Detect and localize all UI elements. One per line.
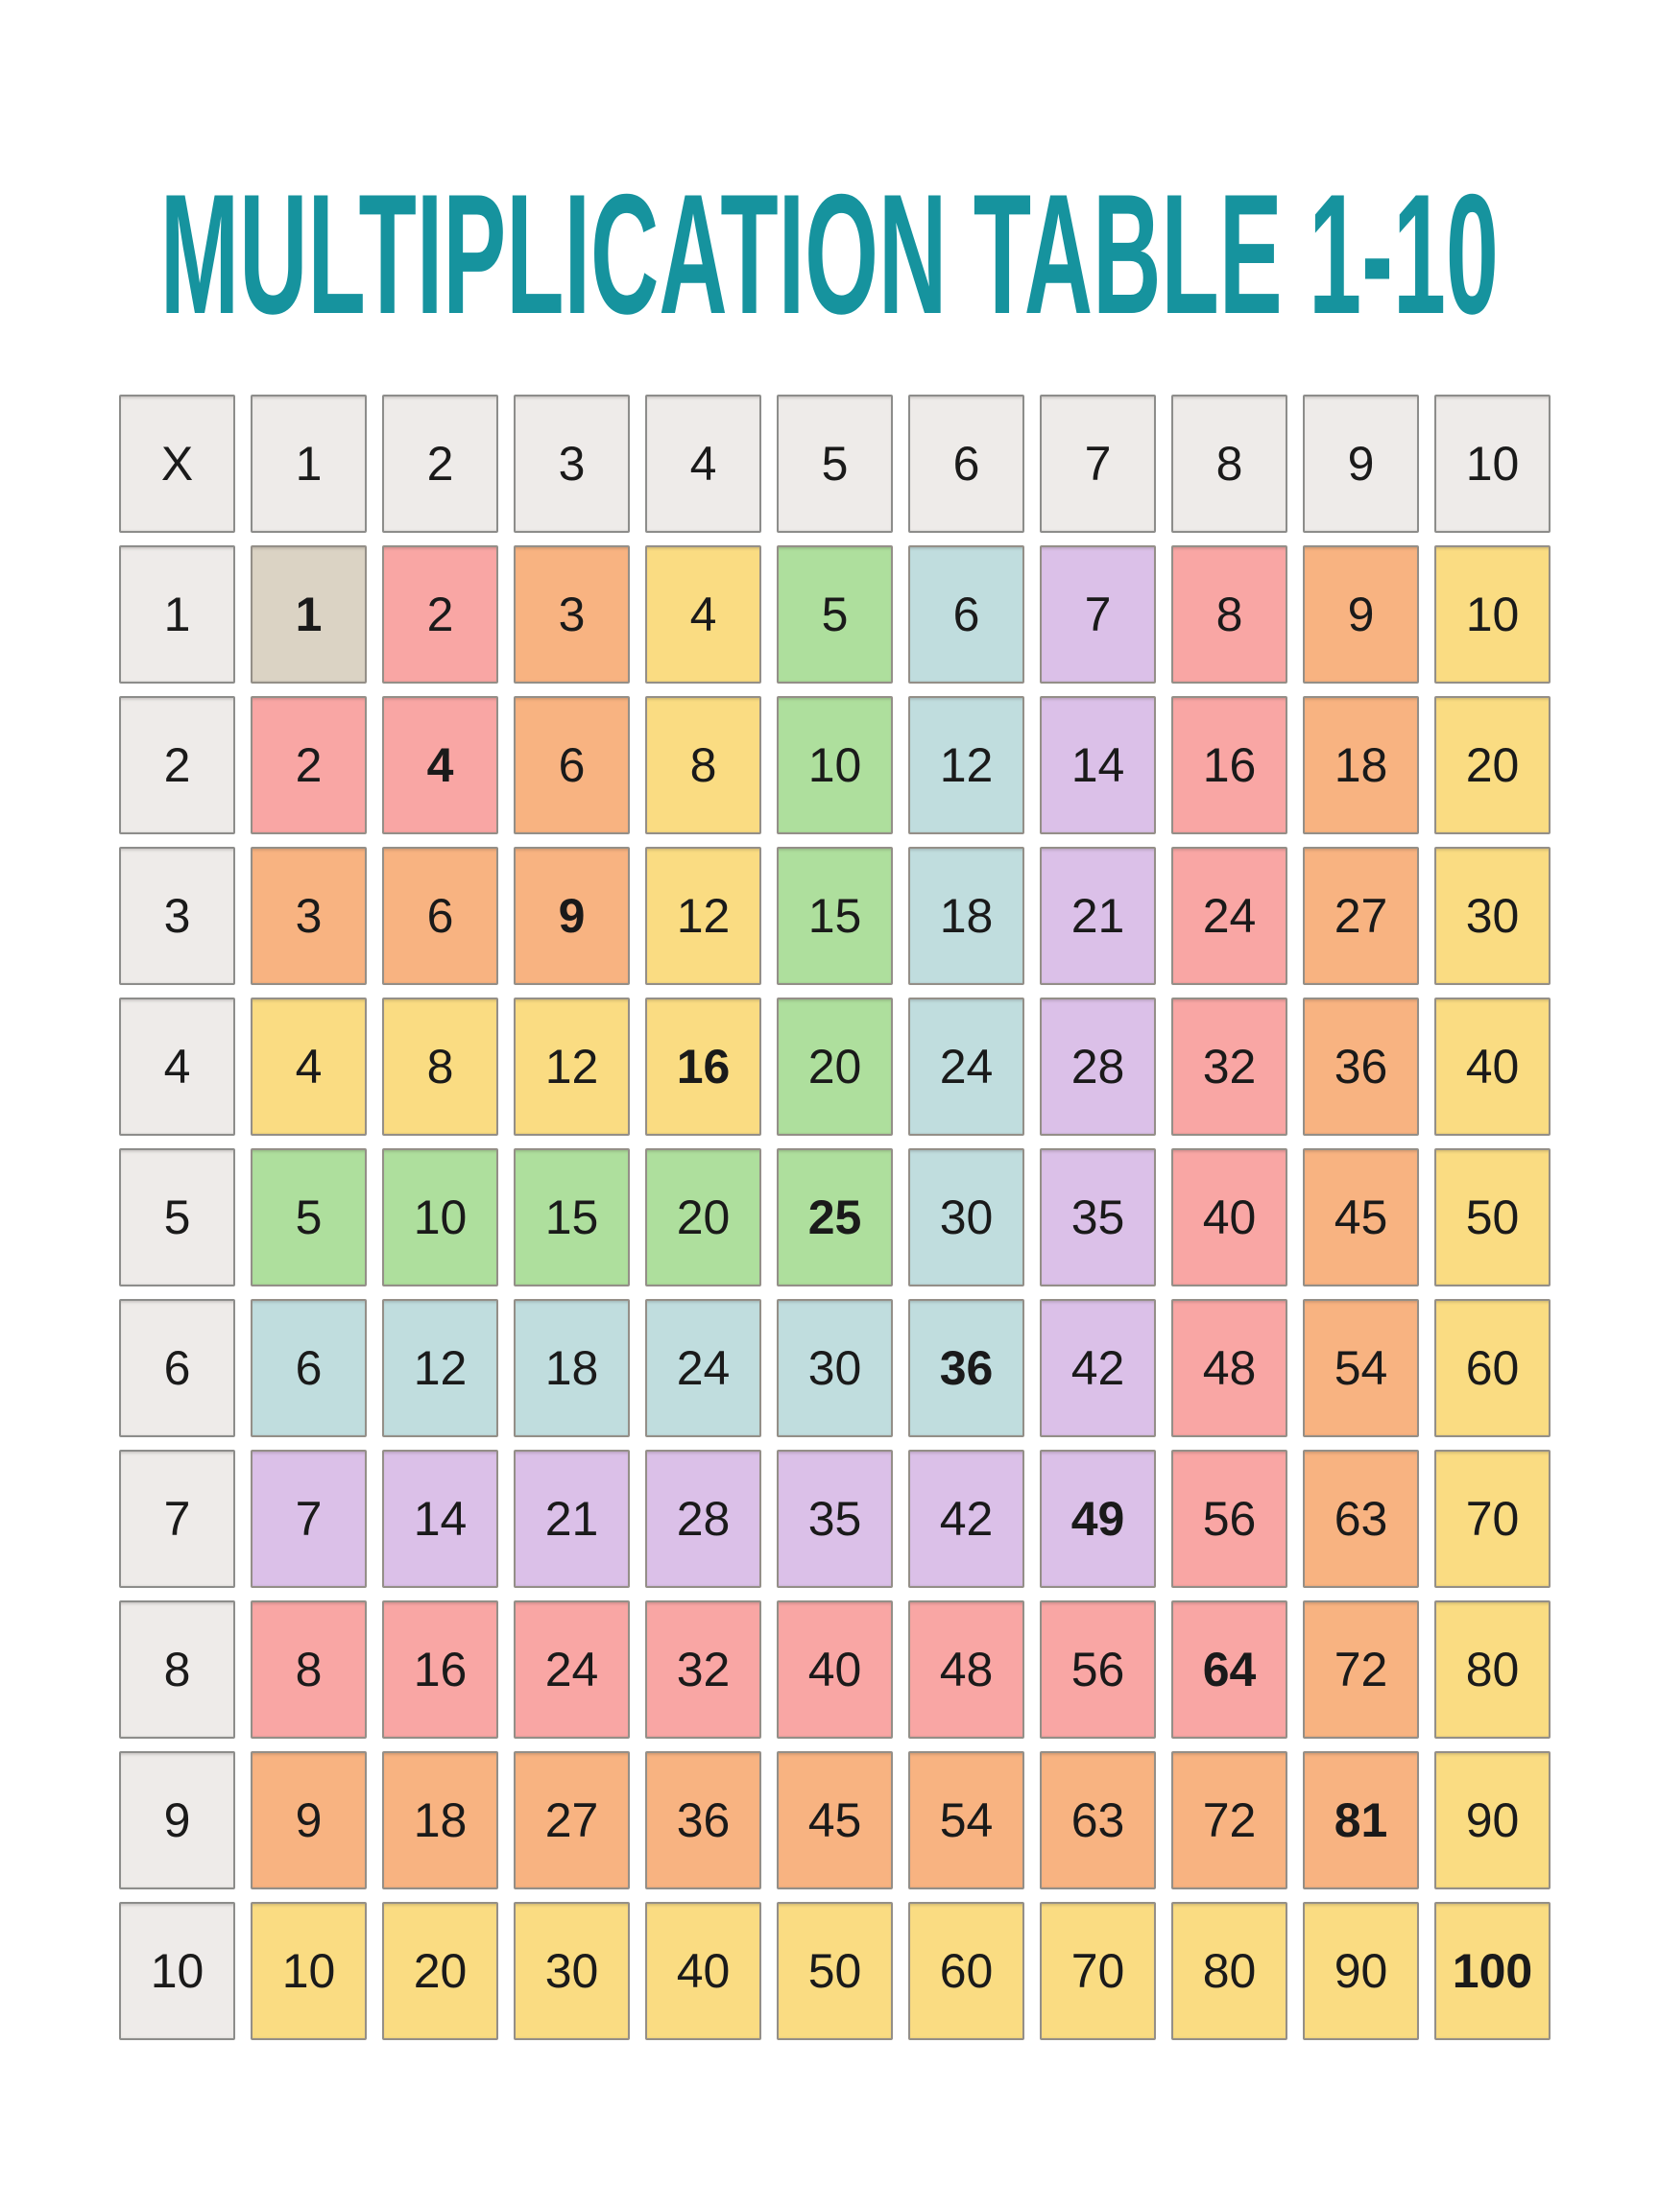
product-cell: 1	[251, 545, 367, 684]
product-cell: 6	[908, 545, 1024, 684]
product-cell: 42	[908, 1450, 1024, 1588]
product-cell: 18	[1303, 696, 1419, 834]
product-cell: 9	[514, 847, 630, 985]
product-cell: 12	[514, 998, 630, 1136]
product-cell: 10	[1434, 545, 1551, 684]
product-cell: 9	[1303, 545, 1419, 684]
product-cell: 4	[251, 998, 367, 1136]
product-cell: 28	[645, 1450, 761, 1588]
product-cell: 8	[1171, 545, 1287, 684]
row-header-cell: 7	[119, 1450, 235, 1588]
column-header-cell: 6	[908, 395, 1024, 533]
row-header-cell: 1	[119, 545, 235, 684]
product-cell: 45	[1303, 1148, 1419, 1286]
product-cell: 10	[777, 696, 893, 834]
product-cell: 56	[1171, 1450, 1287, 1588]
product-cell: 20	[777, 998, 893, 1136]
product-cell: 80	[1434, 1600, 1551, 1739]
product-cell: 8	[382, 998, 498, 1136]
product-cell: 20	[1434, 696, 1551, 834]
product-cell: 24	[645, 1299, 761, 1437]
product-cell: 81	[1303, 1751, 1419, 1889]
product-cell: 21	[1040, 847, 1156, 985]
product-cell: 10	[382, 1148, 498, 1286]
product-cell: 56	[1040, 1600, 1156, 1739]
product-cell: 35	[1040, 1148, 1156, 1286]
product-cell: 49	[1040, 1450, 1156, 1588]
product-cell: 15	[514, 1148, 630, 1286]
product-cell: 3	[251, 847, 367, 985]
column-header-cell: 4	[645, 395, 761, 533]
product-cell: 72	[1171, 1751, 1287, 1889]
multiplication-table	[119, 395, 1551, 2040]
product-cell: 30	[514, 1902, 630, 2040]
column-header-cell: 7	[1040, 395, 1156, 533]
product-cell: 72	[1303, 1600, 1419, 1739]
product-cell: 63	[1303, 1450, 1419, 1588]
product-cell: 54	[908, 1751, 1024, 1889]
product-cell: 32	[645, 1600, 761, 1739]
product-cell: 35	[777, 1450, 893, 1588]
product-cell: 40	[1171, 1148, 1287, 1286]
product-cell: 50	[1434, 1148, 1551, 1286]
product-cell: 5	[251, 1148, 367, 1286]
product-cell: 2	[251, 696, 367, 834]
product-cell: 28	[1040, 998, 1156, 1136]
row-header-cell: 4	[119, 998, 235, 1136]
product-cell: 12	[645, 847, 761, 985]
product-cell: 14	[382, 1450, 498, 1588]
product-cell: 21	[514, 1450, 630, 1588]
product-cell: 18	[908, 847, 1024, 985]
product-cell: 45	[777, 1751, 893, 1889]
product-cell: 63	[1040, 1751, 1156, 1889]
product-cell: 70	[1040, 1902, 1156, 2040]
product-cell: 27	[514, 1751, 630, 1889]
product-cell: 40	[645, 1902, 761, 2040]
row-header-cell: 10	[119, 1902, 235, 2040]
product-cell: 27	[1303, 847, 1419, 985]
product-cell: 10	[251, 1902, 367, 2040]
product-cell: 8	[251, 1600, 367, 1739]
product-cell: 20	[645, 1148, 761, 1286]
product-cell: 20	[382, 1902, 498, 2040]
title-area	[0, 158, 1659, 349]
product-cell: 64	[1171, 1600, 1287, 1739]
row-header-cell: 5	[119, 1148, 235, 1286]
product-cell: 32	[1171, 998, 1287, 1136]
product-cell: 15	[777, 847, 893, 985]
column-header-cell: 10	[1434, 395, 1551, 533]
product-cell: 48	[1171, 1299, 1287, 1437]
product-cell: 6	[514, 696, 630, 834]
product-cell: 7	[1040, 545, 1156, 684]
column-header-cell: 1	[251, 395, 367, 533]
product-cell: 3	[514, 545, 630, 684]
product-cell: 24	[1171, 847, 1287, 985]
product-cell: 60	[1434, 1299, 1551, 1437]
product-cell: 24	[514, 1600, 630, 1739]
product-cell: 9	[251, 1751, 367, 1889]
product-cell: 36	[1303, 998, 1419, 1136]
product-cell: 4	[382, 696, 498, 834]
product-cell: 40	[777, 1600, 893, 1739]
product-cell: 90	[1434, 1751, 1551, 1889]
column-header-cell: 5	[777, 395, 893, 533]
row-header-cell: 8	[119, 1600, 235, 1739]
product-cell: 30	[1434, 847, 1551, 985]
product-cell: 18	[514, 1299, 630, 1437]
product-cell: 4	[645, 545, 761, 684]
product-cell: 6	[382, 847, 498, 985]
product-cell: 12	[908, 696, 1024, 834]
product-cell: 24	[908, 998, 1024, 1136]
product-cell: 18	[382, 1751, 498, 1889]
product-cell: 42	[1040, 1299, 1156, 1437]
row-header-cell: 2	[119, 696, 235, 834]
row-header-cell: 6	[119, 1299, 235, 1437]
row-header-cell: 3	[119, 847, 235, 985]
product-cell: 100	[1434, 1902, 1551, 2040]
product-cell: 14	[1040, 696, 1156, 834]
product-cell: 36	[645, 1751, 761, 1889]
product-cell: 90	[1303, 1902, 1419, 2040]
product-cell: 16	[1171, 696, 1287, 834]
page-title: MULTIPLICATION TABLE 1-10	[160, 158, 1500, 349]
product-cell: 36	[908, 1299, 1024, 1437]
column-header-cell: 3	[514, 395, 630, 533]
product-cell: 5	[777, 545, 893, 684]
product-cell: 30	[777, 1299, 893, 1437]
product-cell: 16	[382, 1600, 498, 1739]
product-cell: 54	[1303, 1299, 1419, 1437]
corner-cell: X	[119, 395, 235, 533]
product-cell: 8	[645, 696, 761, 834]
product-cell: 12	[382, 1299, 498, 1437]
product-cell: 2	[382, 545, 498, 684]
column-header-cell: 9	[1303, 395, 1419, 533]
product-cell: 80	[1171, 1902, 1287, 2040]
product-cell: 50	[777, 1902, 893, 2040]
product-cell: 40	[1434, 998, 1551, 1136]
product-cell: 25	[777, 1148, 893, 1286]
product-cell: 30	[908, 1148, 1024, 1286]
product-cell: 48	[908, 1600, 1024, 1739]
column-header-cell: 2	[382, 395, 498, 533]
product-cell: 70	[1434, 1450, 1551, 1588]
product-cell: 6	[251, 1299, 367, 1437]
product-cell: 16	[645, 998, 761, 1136]
product-cell: 60	[908, 1902, 1024, 2040]
row-header-cell: 9	[119, 1751, 235, 1889]
product-cell: 7	[251, 1450, 367, 1588]
column-header-cell: 8	[1171, 395, 1287, 533]
